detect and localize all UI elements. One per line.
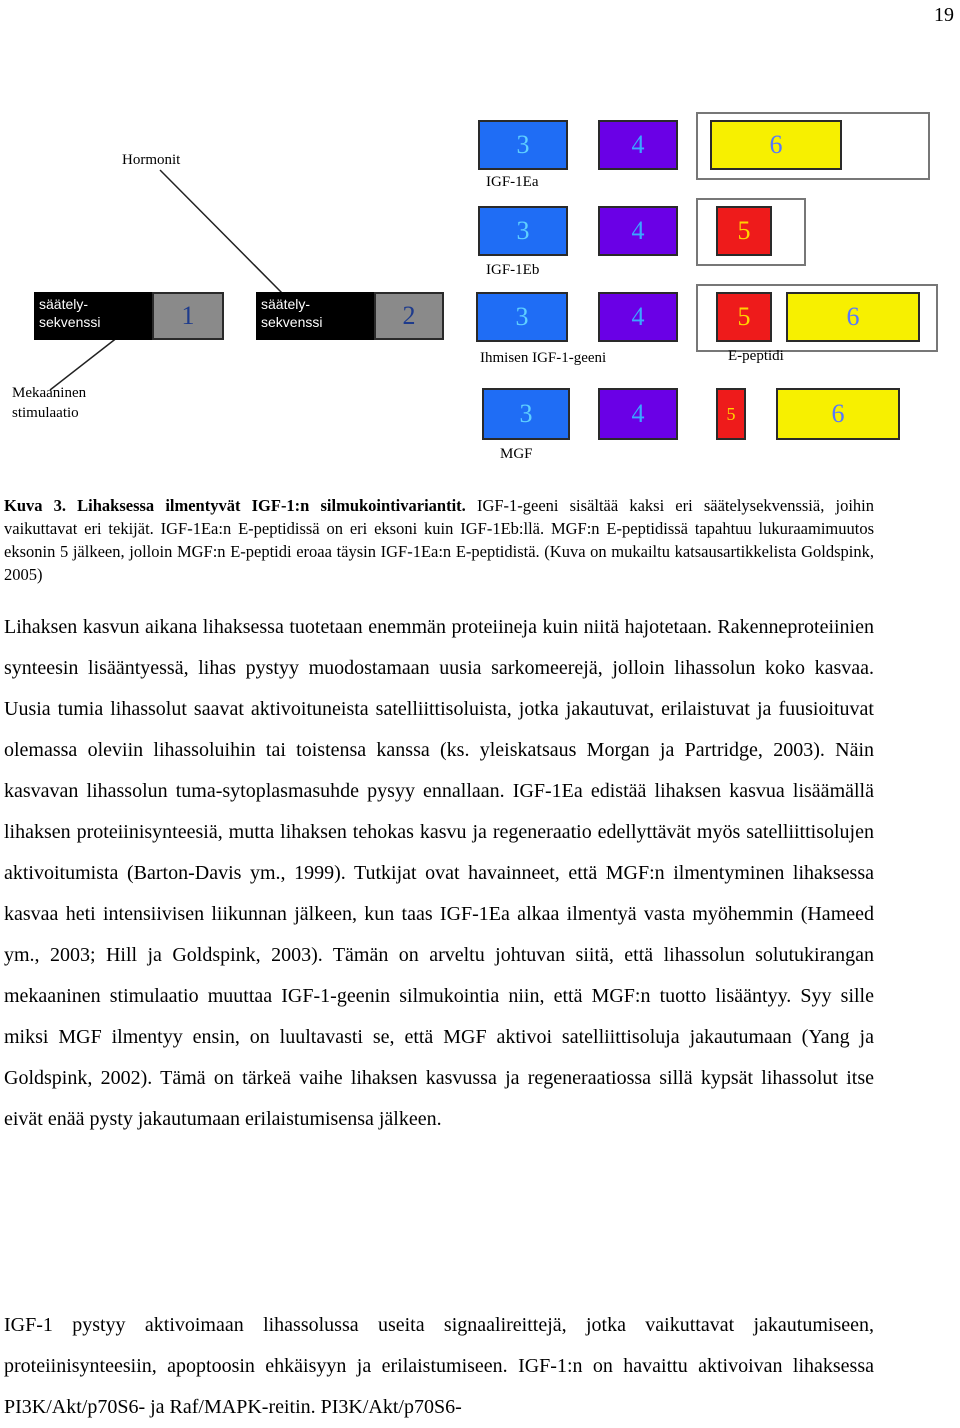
mechanical-label-line2: stimulaatio [12,405,79,421]
regulatory-sequence-1-line1: säätely- [39,296,89,312]
body-paragraph-2: IGF-1 pystyy aktivoimaan lihassolussa useita signaalireittejä, jotka vaikuttavat jakautumiseen, proteiinisynteesiin, apoptoosin ehkäisyyn ja erilaistumiseen. IGF-1:n on havaittu aktivoivan lihaksessa PI3K/Akt/p70S6- ja Raf/MAPK-reitin. PI3K/Akt/p70S6- [4,1314,874,1418]
exon-1: 1 [152,292,224,340]
igf1ea-exon-6: 6 [710,120,842,170]
regulatory-sequence-2-line1: säätely- [261,296,311,312]
igf1eb-exon-3: 3 [478,206,568,256]
igf1-splice-variant-figure [0,100,960,480]
caption-title: Kuva 3. Lihaksessa ilmentyvät IGF-1:n silmukointivariantit. [4,496,466,515]
mgf-exon-5: 5 [716,388,746,440]
figure-caption [4,494,874,586]
gene-exon-5: 5 [716,292,772,342]
igf1ea-exon-4: 4 [598,120,678,170]
mgf-exon-6: 6 [776,388,900,440]
body-paragraph-1: Lihaksen kasvun aikana lihaksessa tuotetaan enemmän proteiineja kuin niitä hajotetaan. Rakenneproteiinien synteesin lisääntyessä, lihas pystyy muodostamaan uusia sarkomeerejä, jolloin lihassolun koko kasvaa. Uusia tumia lihassolut saavat aktivoituneista satelliittisoluista, jotka jakautuvat, erilaistuvat ja fuusioituvat olemassa oleviin lihassoluihin tai toistensa kanssa (ks. yleiskatsaus Morgan ja Partridge, 2003). Näin kasvavan lihassolun tuma-sytoplasmasuhde pysyy ennallaan. IGF-1Ea edistää lihaksen kasvua lisäämällä lihaksen proteiinisynteesiä, mutta lihaksen tehokas kasvu ja regeneraatio edellyttävät myös satelliittisolujen aktivoitumista (Barton-Davis ym., 1999). Tutkijat ovat havainneet, että MGF:n ilmentyminen lihaksessa kasvaa heti intensiivisen liikunnan jälkeen, kun taas IGF-1Ea alkaa ilmentyä vasta myöhemmin (Hameed ym., 2003; Hill ja Goldspink, 2003). Tämän on arveltu johtuvan siitä, että lihassolun solutukirangan mekaaninen stimulaatio muuttaa IGF-1-geenin silmukointia niin, että MGF:n tuotto lisääntyy. Syy sille miksi MGF ilmentyy ensin, on luultavasti se, että MGF aktivoi satelliittisoluja jakautumaan (Yang ja Goldspink, 2002). Tämä on tärkeä vaihe lihaksen kasvussa ja regeneraatiossa sillä kypsät lihassolut itse eivät enää pysty jakautumaan erilaistumisensa jälkeen. [4,616,874,1130]
e-peptide-label: E-peptidi [728,348,784,364]
mgf-label: MGF [500,446,533,462]
mgf-exon-3: 3 [482,388,570,440]
caption-text: IGF-1-geeni sisältää kaksi eri säätelysekvenssiä, joihin vaikuttavat eri tekijät. IGF-1Ea:n E-peptidissä on eri eksoni kuin IGF-1Eb:llä. MGF:n E-peptidissä tapahtuu lukuraamimuutos eksonin 5 jälkeen, jolloin MGF:n E-peptidi eroaa täysin IGF-1Ea:n E-peptidistä. (Kuva on mukailtu katsausartikkelista Goldspink, 2005) [4,496,874,584]
igf1eb-exon-5: 5 [716,206,772,256]
page-number: 19 [934,4,954,26]
igf1eb-label: IGF-1Eb [486,262,540,278]
gene-exon-6: 6 [786,292,920,342]
regulatory-sequence-1-line2: sekvenssi [39,313,101,330]
mgf-exon-4: 4 [598,388,678,440]
hormone-line [160,170,285,296]
gene-exon-4: 4 [598,292,678,342]
regulatory-sequence-2 [256,292,374,340]
hormone-label: Hormonit [122,152,181,168]
human-igf1-gene-label: Ihmisen IGF-1-geeni [480,350,607,366]
regulatory-sequence-2-line2: sekvenssi [261,313,323,330]
gene-exon-3: 3 [476,292,568,342]
igf1ea-label: IGF-1Ea [486,174,539,190]
regulatory-sequence-1 [34,292,152,340]
igf1ea-exon-3: 3 [478,120,568,170]
mechanical-line [50,337,118,390]
igf1eb-exon-4: 4 [598,206,678,256]
exon-2: 2 [374,292,444,340]
mechanical-label-line1: Mekaaninen [12,385,87,401]
